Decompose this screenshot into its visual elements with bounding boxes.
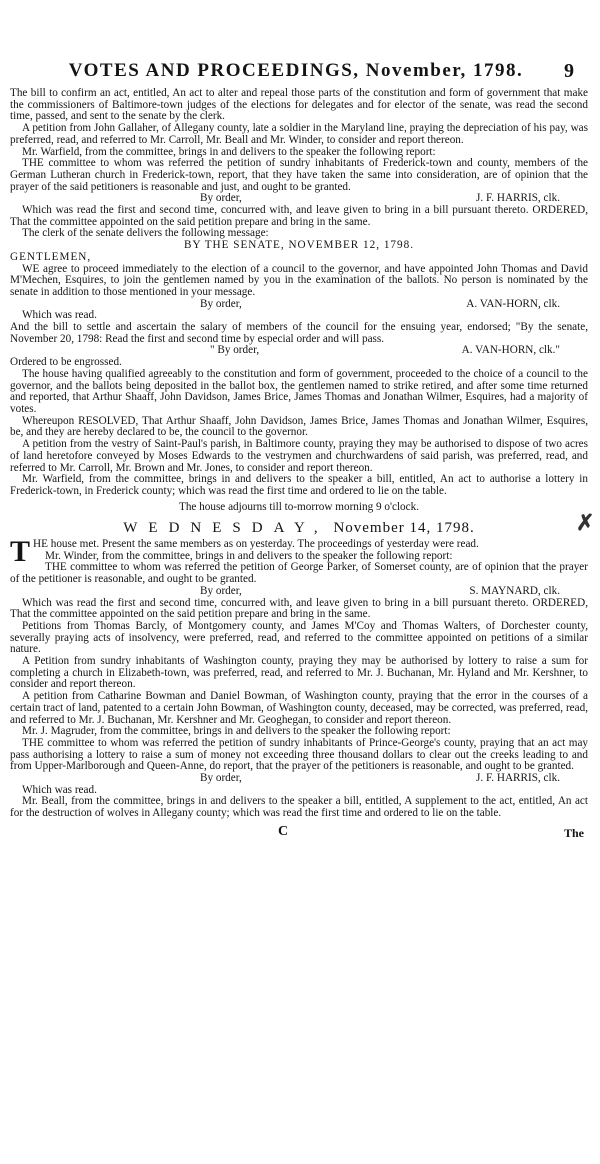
clerk-name: J. F. HARRIS, clk. — [476, 772, 560, 785]
paragraph: Which was read. — [22, 309, 97, 322]
signature-mark: C — [278, 823, 289, 839]
paragraph: Which was read. — [22, 783, 97, 796]
drop-cap: T — [10, 535, 31, 569]
paragraph: The clerk of the senate delivers the following message: — [22, 227, 269, 240]
by-order: By order, — [200, 297, 242, 310]
paragraph: WE agree to proceed immediately to the election of a council to the governor, and have appointed John Thomas and David M'Mechen, Esquires, to join the gentlemen named by you in the examination of the ballots. No person is nominated by the senate in addition to those mentioned in your message. — [10, 262, 588, 298]
paragraph: Which was read the first and second time, concurred with, and leave given to bring in a bill pursuant thereto. ORDERED, That the committee appointed on the said petition prepare and bring in the same. — [10, 204, 588, 228]
paragraph: The house having qualified agreeably to the constitution and form of government, proceeded to the choice of a council to the governor, and the ballots being deposited in the ballot box, the gentlemen named to strike retired, and after some time returned and reported, that Arthur Shaaff, John Davidson, James Brice, James Thomas and Jonathan Wilmer, Esquires, had a majority of votes. — [10, 367, 588, 415]
paragraph: A Petition from sundry inhabitants of Washington county, praying they may be authorised by lottery to raise a sum for completing a church in Elizabeth-town, was preferred, read, and referred to Mr. J. Buchanan, Mr. Hyland and Mr. Kershner, to consider and report thereon. — [10, 655, 588, 691]
paragraph-text: HE house met. Present the same members as on yesterday. The proceedings of yesterday were read. — [33, 538, 479, 551]
paragraph: THE committee to whom was referred the petition of sundry inhabitants of Prince-George's county, praying that an act may pass authorising a lottery to raise a sum of money not exceeding three thousand dollars to clear out the creeks leading to and from Upper-Marlborough and Queen-Anne, do report, that the prayer of the petitioners is reasonable, and ought to be granted. — [10, 736, 588, 773]
running-head — [0, 60, 600, 84]
page-footer — [10, 823, 588, 848]
paragraph: And the bill to settle and ascertain the salary of members of the council for the ensuing year, endorsed; "By the senate, November 20, 1798: Read the first and second time by especial order and will pass. — [10, 321, 588, 345]
paragraph: Petitions from Thomas Barcly, of Montgomery county, and James M'Coy and Thomas Walters, of Dorchester county, severally praying acts of insolvency, were preferred, read, and referred to the committee appointed on petitions of a similar nature. — [10, 619, 588, 656]
paragraph: Mr. Warfield, from the committee, brings in and delivers to the speaker the following report: — [22, 145, 436, 158]
paragraph: THE committee to whom was referred the petition of sundry inhabitants of Frederick-town and county, members of the German Lutheran church in Frederick-town, report, that they have taken the same into consideration, are of opinion that the prayer of the said petitioners is reasonable and just, and ought to be granted. — [10, 157, 588, 193]
paragraph: THE committee to whom was referred the petition of George Parker, of Somerset county, are of opinion that the prayer of the petitioner is reasonable, and ought to be granted. — [10, 561, 588, 586]
paragraph: The bill to confirm an act, entitled, An act to alter and repeal those parts of the constitution and form of government that make the commissioners of Baltimore-town judges of the elections for delegates and for elector of the senate, was read the second time, passed, and sent to the senate by the clerk. — [10, 87, 588, 123]
signature-line — [10, 586, 588, 598]
clerk-name: J. F. HARRIS, clk. — [476, 192, 560, 205]
paragraph: Mr. J. Magruder, from the committee, brings in and delivers to the speaker the following report: — [22, 725, 451, 738]
by-order: By order, — [200, 772, 242, 785]
paragraph: Which was read the first and second time, concurred with, and leave given to bring in a bill pursuant thereto. ORDERED, That the committee appointed on the said petition prepare and bring in the same. — [10, 596, 588, 621]
paragraph: Mr. Winder, from the committee, brings in and delivers to the speaker the following report: — [45, 549, 453, 562]
senate-heading: BY THE SENATE, NOVEMBER 12, 1798. — [183, 239, 415, 252]
paragraph: Ordered to be engrossed. — [10, 356, 122, 369]
catchword: The — [563, 825, 584, 840]
paragraph: A petition from the vestry of Saint-Paul's parish, in Baltimore county, praying they may be authorised to dispose of two acres of land heretofore conveyed by Moses Edwards to the vestrymen and churchwardens of said parish, was preferred, read, and referred to Mr. Carroll, Mr. Brown and Mr. Jones, to consider and report thereon. — [10, 438, 588, 474]
by-order: By order, — [200, 192, 242, 205]
paragraph: Mr. Beall, from the committee, brings in and delivers to the speaker a bill, entitled, A supplement to the act, entitled, An act for the destruction of wolves in Allegany county; which was read the first time and ordered to lie on the table. — [10, 795, 588, 820]
by-order: " By order, — [210, 344, 260, 357]
running-title: VOTES AND PROCEEDINGS, November, 1798. — [68, 60, 524, 81]
paragraph: Whereupon RESOLVED, That Arthur Shaaff, John Davidson, James Brice, James Thomas and Jonathan Wilmer, Esquires, be, and they are hereby declared to be, the council to the governor. — [10, 414, 588, 439]
adjournment: The house adjourns till to-morrow morning 9 o'clock. — [178, 500, 420, 513]
clerk-name: A. VAN-HORN, clk." — [461, 344, 560, 357]
day-heading-word: WEDNESDAY, — [123, 520, 329, 537]
day-heading-date: November 14, 1798. — [333, 520, 475, 537]
clerk-name: A. VAN-HORN, clk. — [466, 297, 560, 310]
page-number: 9 — [564, 60, 574, 82]
paragraph: A petition from Catharine Bowman and Daniel Bowman, of Washington county, praying that the error in the courses of a certain tract of land, patented to a certain John Bowman, of Washington county, deceased, may be corrected, was preferred, read, and referred to Mr. J. Buchanan, Mr. Kershner and Mr. Geoghegan, to consider and report thereon. — [10, 690, 588, 726]
body-text — [10, 88, 588, 848]
clerk-name: S. MAYNARD, clk. — [469, 584, 560, 597]
day-heading — [10, 520, 588, 537]
by-order: By order, — [200, 584, 242, 597]
paragraph: Mr. Warfield, from the committee, brings in and delivers to the speaker a bill, entitled, An act to authorise a lottery in Frederick-town, in Frederick county; which was read the first time and ordered to lie on the table. — [10, 473, 588, 497]
paragraph: A petition from John Gallaher, of Allegany county, late a soldier in the Maryland line, praying the depreciation of his pay, was preferred, read, and referred to Mr. Carroll, Mr. Beall and Mr. Winder, to consider and report thereon. — [10, 122, 588, 146]
salutation: GENTLEMEN, — [10, 250, 92, 263]
handwritten-cross-mark: ✗ — [576, 510, 595, 535]
